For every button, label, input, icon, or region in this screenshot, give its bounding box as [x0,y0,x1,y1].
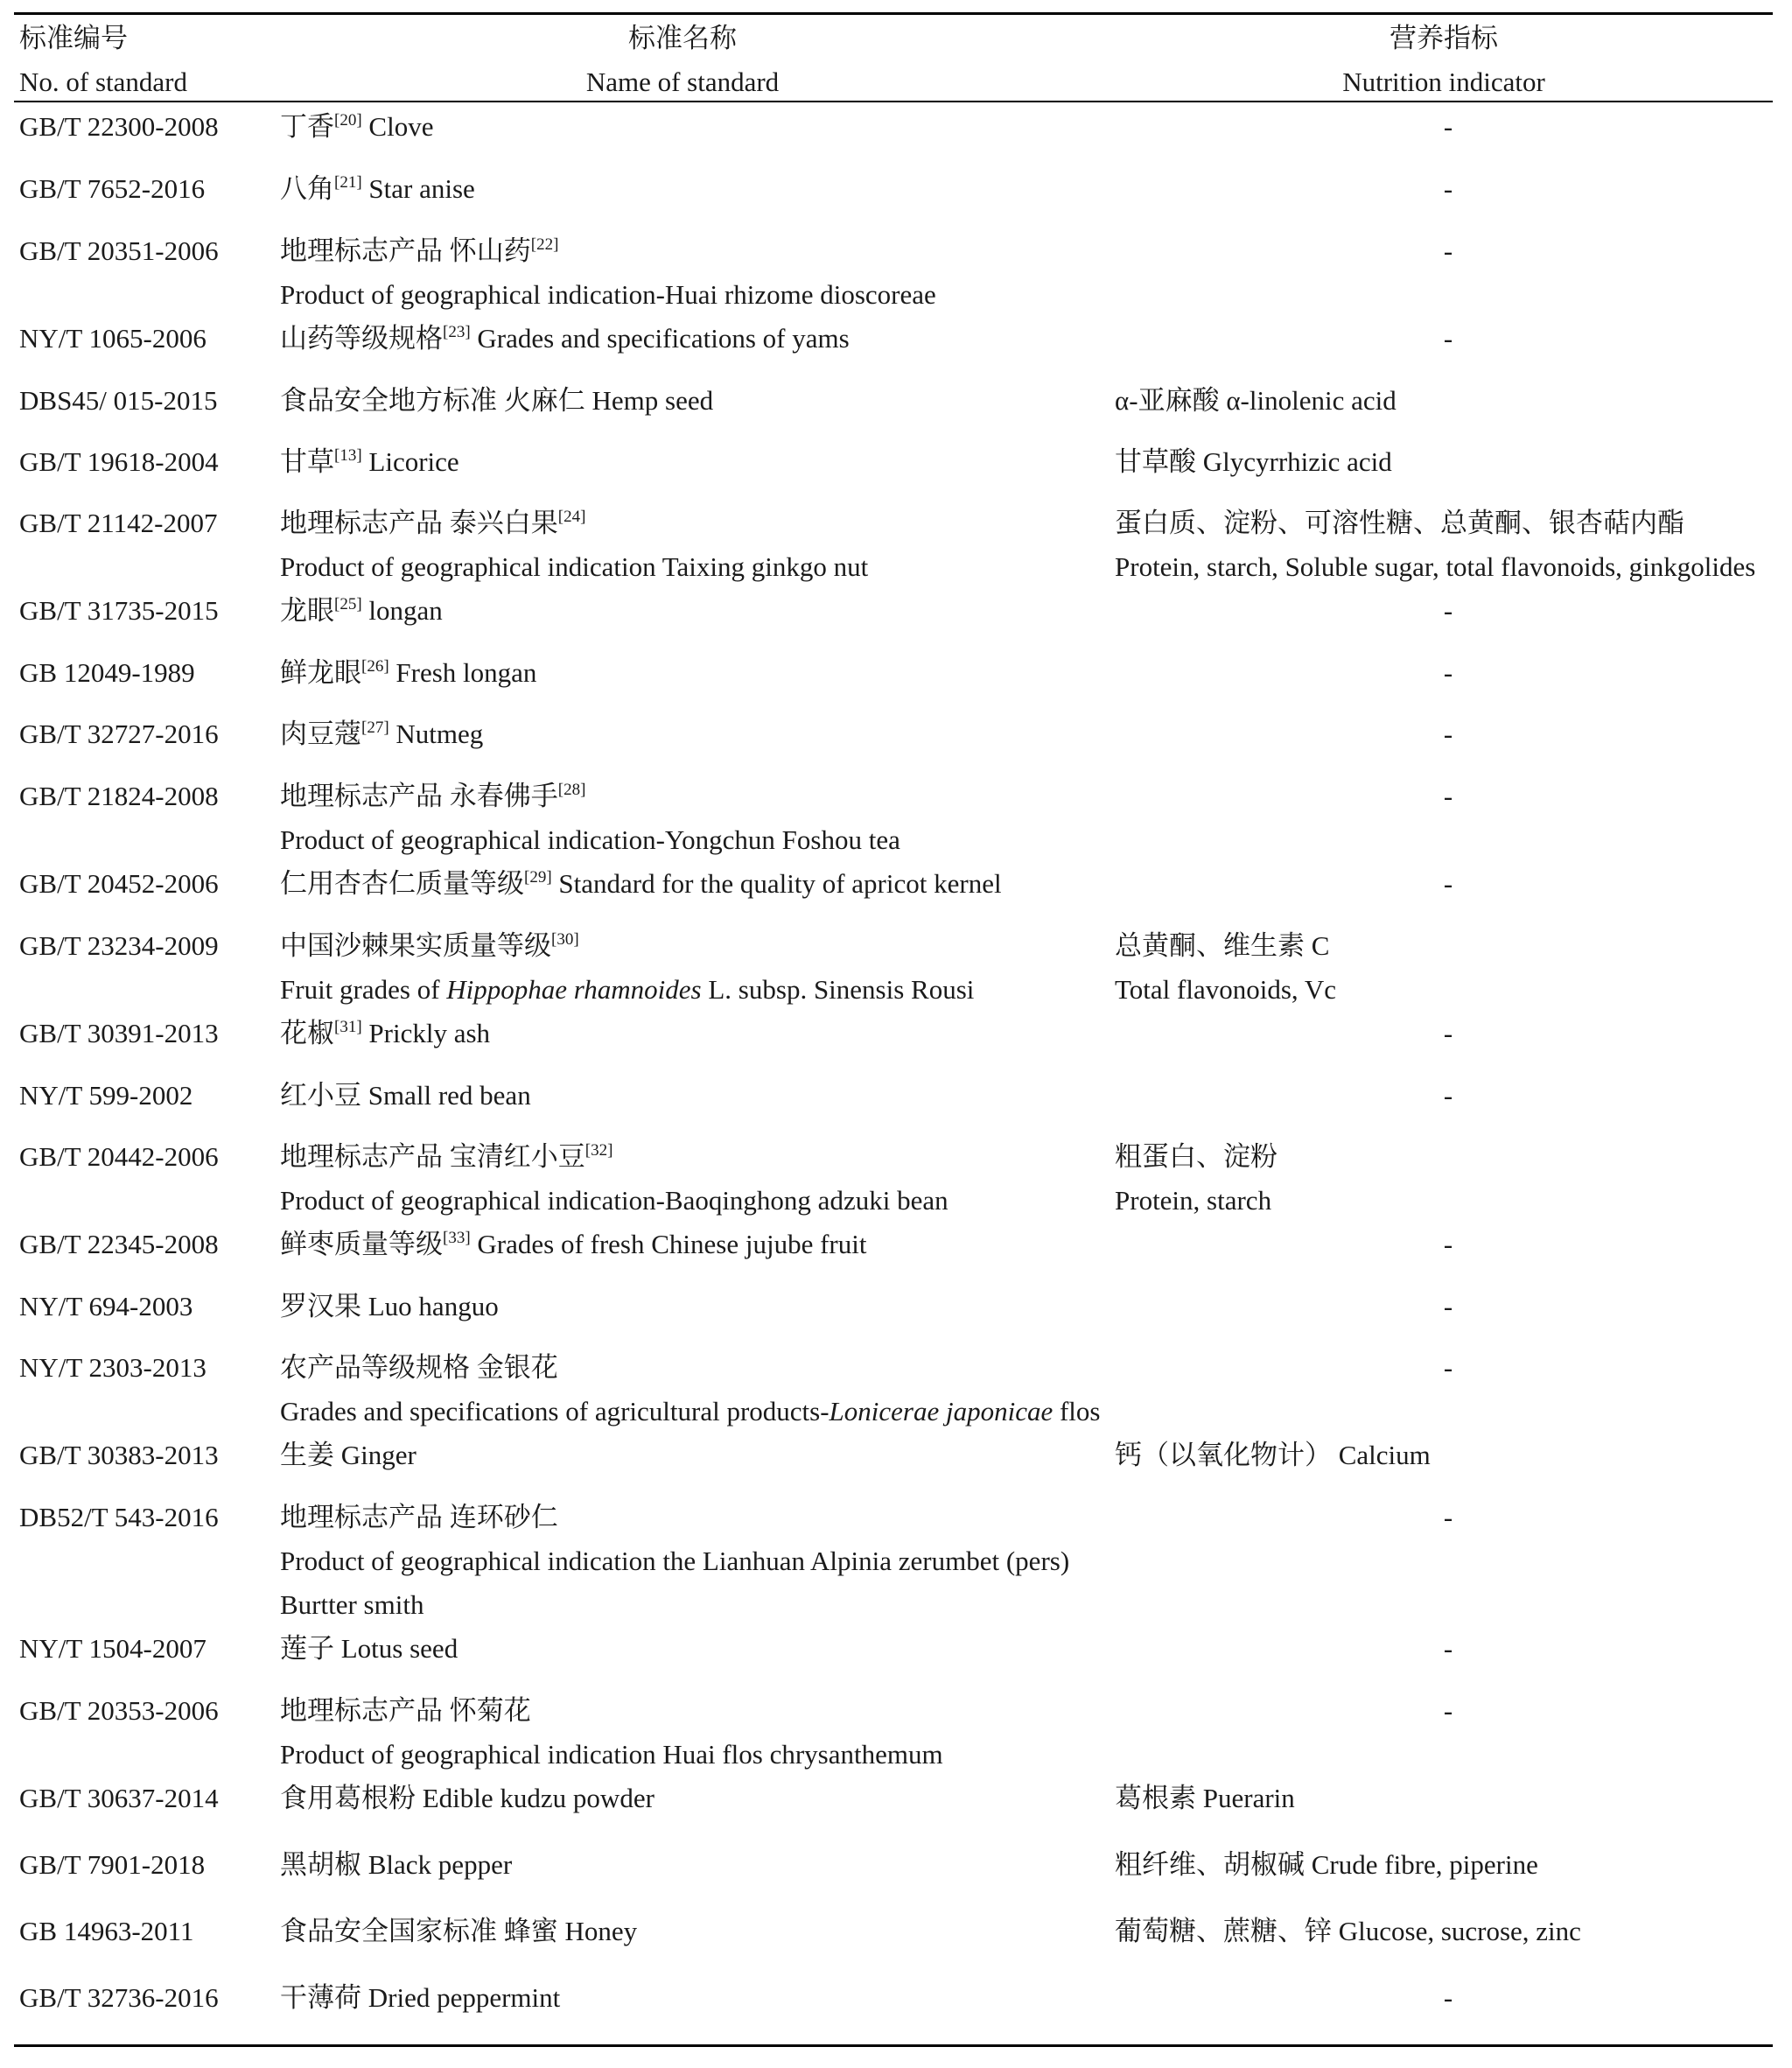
row-15-name-cn: 地理标志产品 宝清红小豆[32] [280,1141,613,1172]
row-5-standard-no: GB/T 19618-2004 [19,446,219,477]
row-14-nutrition: - [1443,1080,1453,1111]
row-23-name: 食用葛根粉 Edible kudzu powder [280,1783,654,1813]
row-18-name-en: Grades and specifications of agricultural products-Lonicerae japonicae flos [280,1396,1101,1427]
row-22-nutrition: - [1443,1695,1453,1726]
row-26-nutrition: - [1443,1982,1453,2013]
row-26-standard-no: GB/T 32736-2016 [19,1982,219,2013]
row-22-name-cn: 地理标志产品 怀菊花 [280,1695,531,1726]
header-rule [14,101,1773,102]
row-12-name-en: Fruit grades of Hippophae rhamnoides L. subsp. Sinensis Rousi [280,974,975,1005]
row-15-name-en: Product of geographical indication-Baoqinghong adzuki bean [280,1185,948,1216]
header-col1-en: No. of standard [19,67,187,97]
row-7-standard-no: GB/T 31735-2015 [19,595,219,626]
row-16-name: 鲜枣质量等级[33] Grades of fresh Chinese jujube fruit [280,1229,867,1259]
header-col3-en: Nutrition indicator [1342,67,1545,97]
row-24-standard-no: GB/T 7901-2018 [19,1849,206,1880]
row-21-standard-no: NY/T 1504-2007 [19,1633,206,1664]
row-8-standard-no: GB 12049-1989 [19,657,195,688]
row-25-nutrition: 葡萄糖、蔗糖、锌 Glucose, sucrose, zinc [1115,1916,1581,1946]
row-1-nutrition: - [1443,173,1453,204]
row-5-nutrition: 甘草酸 Glycyrrhizic acid [1115,446,1392,477]
row-4-name: 食品安全地方标准 火麻仁 Hemp seed [280,385,714,416]
row-5-name: 甘草[13] Licorice [280,446,459,477]
row-11-standard-no: GB/T 20452-2006 [19,868,219,899]
row-20-name-cn: 地理标志产品 连环砂仁 [280,1502,558,1532]
table-bottom-rule [14,2044,1773,2047]
row-12-name-cn: 中国沙棘果实质量等级[30] [280,930,579,961]
row-20-nutrition: - [1443,1502,1453,1532]
row-13-name: 花椒[31] Prickly ash [280,1018,491,1048]
row-15-nutrition-cn: 粗蛋白、淀粉 [1115,1141,1278,1172]
row-2-standard-no: GB/T 20351-2006 [19,235,219,266]
row-10-standard-no: GB/T 21824-2008 [19,781,219,811]
header-col1-cn: 标准编号 [19,23,128,53]
row-8-name: 鲜龙眼[26] Fresh longan [280,657,537,688]
row-3-name: 山药等级规格[23] Grades and specifications of yams [280,323,850,354]
row-11-name: 仁用杏杏仁质量等级[29] Standard for the quality of apricot kernel [280,868,1002,899]
row-12-nutrition-cn: 总黄酮、维生素 C [1115,930,1330,961]
row-20-name-en: Product of geographical indication the Lianhuan Alpinia zerumbet (pers) [280,1546,1070,1576]
row-20-name-en-cont: Burtter smith [280,1589,424,1620]
row-4-standard-no: DBS45/ 015-2015 [19,385,218,416]
row-19-standard-no: GB/T 30383-2013 [19,1440,219,1470]
row-20-standard-no: DB52/T 543-2016 [19,1502,219,1532]
row-26-name: 干薄荷 Dried peppermint [280,1982,561,2013]
row-8-nutrition: - [1443,657,1453,688]
row-25-name: 食品安全国家标准 蜂蜜 Honey [280,1916,638,1946]
row-22-name-en: Product of geographical indication Huai flos chrysanthemum [280,1739,943,1770]
table-top-rule [14,12,1773,15]
row-4-nutrition: α-亚麻酸 α-linolenic acid [1115,385,1396,416]
row-1-standard-no: GB/T 7652-2016 [19,173,206,204]
header-col2-cn: 标准名称 [628,23,737,53]
row-17-standard-no: NY/T 694-2003 [19,1291,193,1321]
row-16-nutrition: - [1443,1229,1453,1259]
row-19-name: 生姜 Ginger [280,1440,416,1470]
row-14-standard-no: NY/T 599-2002 [19,1080,193,1111]
row-11-nutrition: - [1443,868,1453,899]
row-6-name-cn: 地理标志产品 泰兴白果[24] [280,508,586,538]
row-7-nutrition: - [1443,595,1453,626]
row-15-nutrition-en: Protein, starch [1115,1185,1272,1216]
row-2-nutrition: - [1443,235,1453,266]
row-21-name: 莲子 Lotus seed [280,1633,458,1664]
row-3-nutrition: - [1443,323,1453,354]
row-16-standard-no: GB/T 22345-2008 [19,1229,219,1259]
row-23-standard-no: GB/T 30637-2014 [19,1783,219,1813]
row-25-standard-no: GB 14963-2011 [19,1916,194,1946]
row-10-name-cn: 地理标志产品 永春佛手[28] [280,781,586,811]
header-col2-en: Name of standard [585,67,780,97]
row-23-nutrition: 葛根素 Puerarin [1115,1783,1295,1813]
row-24-name: 黑胡椒 Black pepper [280,1849,513,1880]
row-15-standard-no: GB/T 20442-2006 [19,1141,219,1172]
row-18-nutrition: - [1443,1352,1453,1383]
row-12-standard-no: GB/T 23234-2009 [19,930,219,961]
row-0-standard-no: GB/T 22300-2008 [19,111,219,142]
row-2-name-cn: 地理标志产品 怀山药[22] [280,235,559,266]
row-0-nutrition: - [1443,111,1453,142]
row-9-name: 肉豆蔻[27] Nutmeg [280,719,484,749]
row-17-nutrition: - [1443,1291,1453,1321]
row-6-standard-no: GB/T 21142-2007 [19,508,218,538]
row-1-name: 八角[21] Star anise [280,173,475,204]
row-0-name: 丁香[20] Clove [280,111,434,142]
row-13-standard-no: GB/T 30391-2013 [19,1018,219,1048]
row-19-nutrition: 钙（以氧化物计） Calcium [1115,1440,1431,1470]
row-9-nutrition: - [1443,719,1453,749]
row-6-nutrition-en: Protein, starch, Soluble sugar, total flavonoids, ginkgolides [1115,551,1756,582]
row-22-standard-no: GB/T 20353-2006 [19,1695,219,1726]
header-col3-cn: 营养指标 [1390,23,1498,53]
row-7-name: 龙眼[25] longan [280,595,443,626]
row-12-nutrition-en: Total flavonoids, Vc [1115,974,1336,1005]
row-21-nutrition: - [1443,1633,1453,1664]
row-18-name-cn: 农产品等级规格 金银花 [280,1352,558,1383]
row-6-name-en: Product of geographical indication Taixing ginkgo nut [280,551,869,582]
row-3-standard-no: NY/T 1065-2006 [19,323,206,354]
row-14-name: 红小豆 Small red bean [280,1080,531,1111]
row-10-name-en: Product of geographical indication-Yongchun Foshou tea [280,824,900,855]
row-17-name: 罗汉果 Luo hanguo [280,1291,499,1321]
row-10-nutrition: - [1443,781,1453,811]
row-6-nutrition-cn: 蛋白质、淀粉、可溶性糖、总黄酮、银杏萜内酯 [1115,508,1684,538]
row-18-standard-no: NY/T 2303-2013 [19,1352,206,1383]
row-24-nutrition: 粗纤维、胡椒碱 Crude fibre, piperine [1115,1849,1538,1880]
row-13-nutrition: - [1443,1018,1453,1048]
row-2-name-en: Product of geographical indication-Huai rhizome dioscoreae [280,279,936,310]
row-9-standard-no: GB/T 32727-2016 [19,719,219,749]
